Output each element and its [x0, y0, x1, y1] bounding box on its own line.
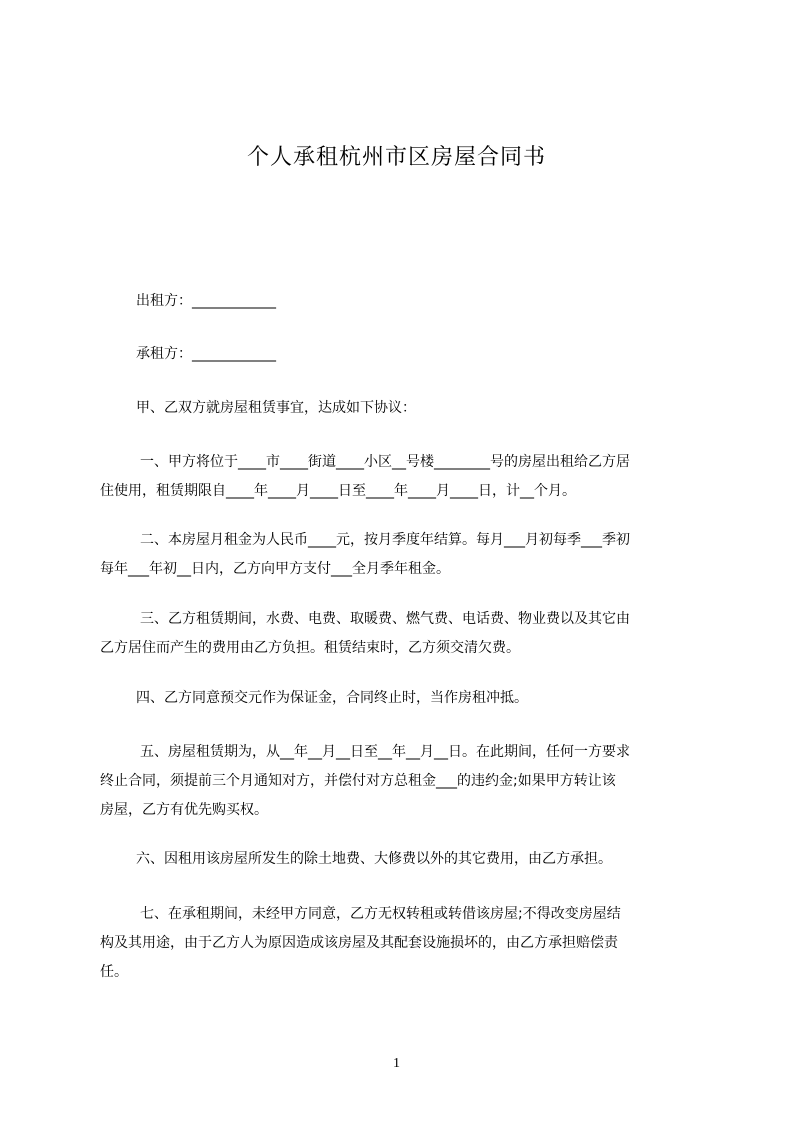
- clause-3: [100, 605, 706, 663]
- clause-1-line-1: 一、甲方将位于____市____街道____小区__号楼________号的房屋出租给乙方居: [140, 454, 630, 470]
- clause-7-line-3: 任。: [100, 964, 128, 980]
- document-title: 个人承租杭州市区房屋合同书: [246, 145, 546, 170]
- clause-3-line-1: 三、乙方租赁期间，水费、电费、取暖费、燃气费、电话费、物业费以及其它由: [140, 611, 630, 627]
- clause-2-line-2: 每年___年初__日内，乙方向甲方支付___全月季年租金。: [100, 561, 450, 577]
- clause-4: [136, 684, 702, 713]
- clause-5-line-2: 终止合同，须提前三个月通知对方，并偿付对方总租金___的违约金;如果甲方转让该: [100, 773, 616, 789]
- lessor-line: 出租方：____________: [136, 293, 276, 309]
- clause-5-line-3: 房屋，乙方有优先购买权。: [100, 802, 268, 818]
- clause-1-line-2: 住使用，租赁期限自____年____月____日至____年____月____日，计__个月。: [100, 483, 576, 499]
- clause-2: [100, 526, 706, 584]
- page-number: 1: [393, 1056, 400, 1071]
- clause-7-line-1: 七、在承租期间，未经甲方同意，乙方无权转租或转借该房屋;不得改变房屋结: [140, 906, 621, 922]
- clause-2-line-1: 二、本房屋月租金为人民币____元，按月季度年结算。每月___月初每季___季初: [140, 532, 630, 548]
- clause-3-line-2: 乙方居住而产生的费用由乙方负担。租赁结束时，乙方须交清欠费。: [100, 640, 520, 656]
- clause-5: [100, 738, 706, 825]
- clause-6: [136, 845, 702, 874]
- lessee-line: 承租方：____________: [136, 346, 276, 362]
- clause-4-line-1: 四、乙方同意预交元作为保证金，合同终止时，当作房租冲抵。: [136, 690, 528, 706]
- clause-7: [100, 900, 706, 987]
- clause-1: [100, 448, 706, 506]
- clause-5-line-1: 五、房屋租赁期为，从__年__月__日至__年__月__日。在此期间，任何一方要求: [140, 744, 630, 760]
- clause-6-line-1: 六、因租用该房屋所发生的除土地费、大修费以外的其它费用，由乙方承担。: [136, 851, 612, 867]
- clause-7-line-2: 构及其用途，由于乙方人为原因造成该房屋及其配套设施损坏的，由乙方承担赔偿责: [100, 935, 618, 951]
- intro-paragraph: 甲、乙双方就房屋租赁事宜，达成如下协议：: [136, 400, 416, 416]
